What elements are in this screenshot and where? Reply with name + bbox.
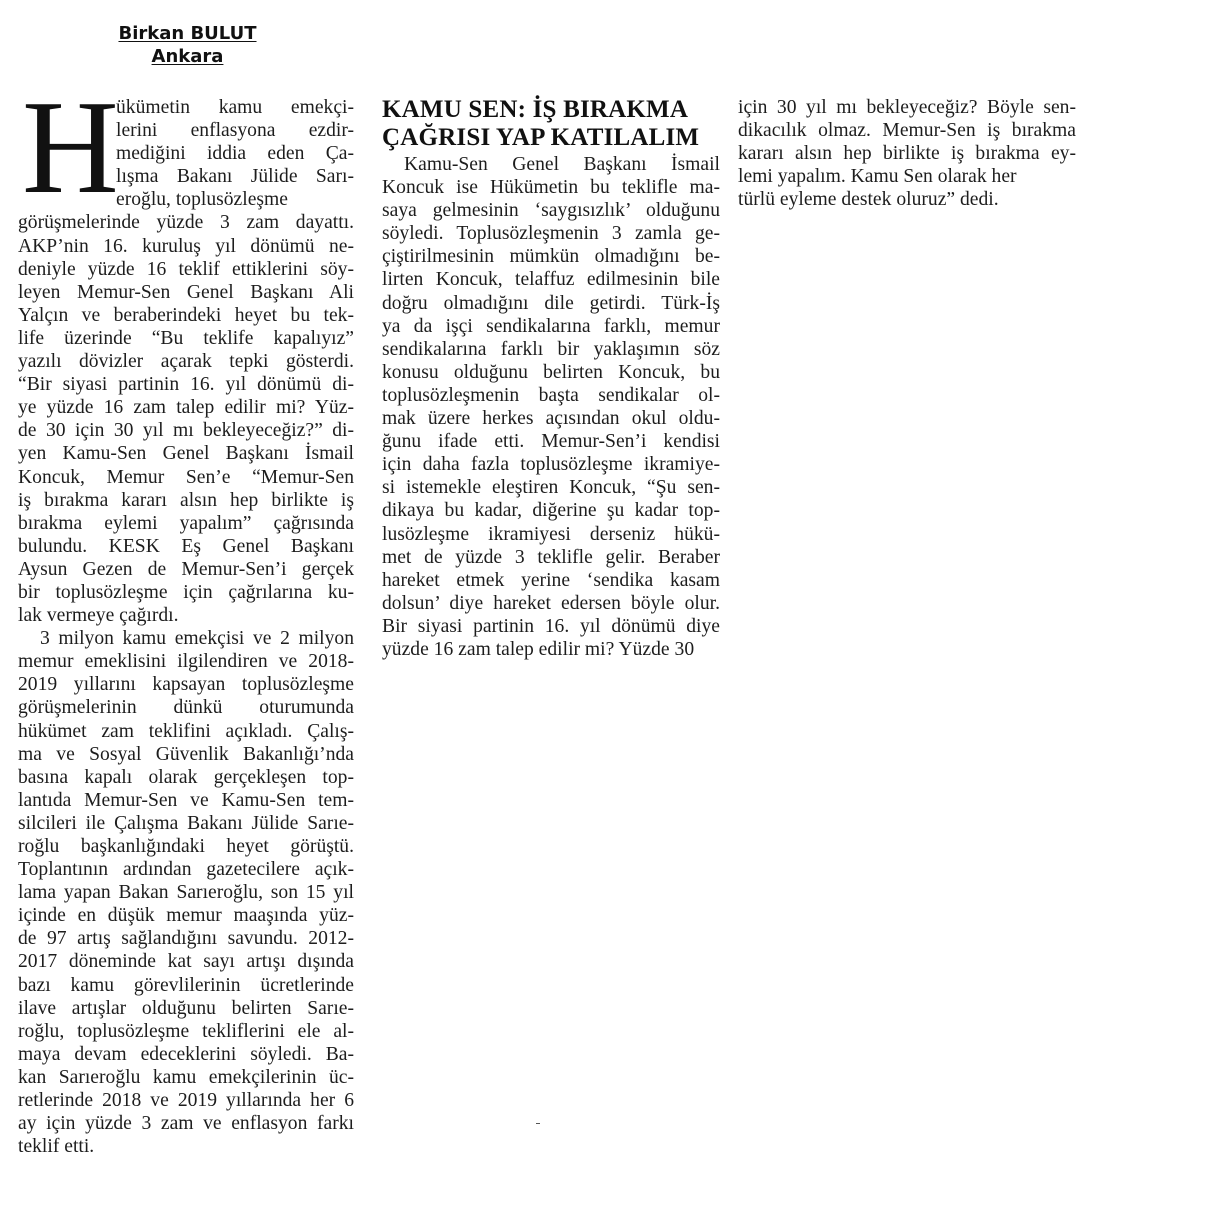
text-line: için daha fazla toplusözleşme ikramiye- [382,454,720,476]
drop-cap: H [22,73,119,221]
text-line: basına kapalı olarak gerçekleşen top- [18,766,354,788]
subheadline [382,96,722,152]
text-line: Yalçın ve beraberindeki heyet bu tek- [18,304,354,326]
text-line: de 30 için 30 yıl mı bekleyeceğiz?” di- [18,420,354,442]
text-line: roğlu, toplusözleşme tekliflerini ele al- [18,1020,354,1042]
text-line: doğru olmadığını dile getirdi. Türk-İş [382,292,720,314]
text-line: si istemekle eleştiren Koncuk, “Şu sen- [382,477,720,499]
text-line: lak vermeye çağırdı. [18,605,179,627]
text-line: Kamu-Sen Genel Başkanı İsmail [404,154,720,175]
text-line: lışma Bakanı Jülide Sarı- [116,166,354,188]
text-line: deniyle yüzde 16 teklif ettiklerini söy- [18,258,354,280]
article-column-3 [738,96,1076,211]
text-line: life üzerinde “Bu teklife kapalıyız” [18,327,354,349]
text-line: lama yapan Bakan Sarıeroğlu, son 15 yıl [18,882,354,904]
text-line: görüşmelerinde yüzde 3 zam dayattı. [18,212,354,234]
text-line: maya devam edeceklerini söyledi. Ba- [18,1043,354,1065]
text-line: mak üzere herkes açısından okul oldu- [382,408,720,430]
text-line: ma ve Sosyal Güvenlik Bakanlığı’nda [18,743,354,765]
text-line: için 30 yıl mı bekleyeceğiz? Böyle sen- [738,97,1076,118]
text-line: lusözleşme ikramiyesi derseniz hükü- [382,523,720,545]
text-line: memur emeklisini ilgilendiren ve 2018- [18,651,354,673]
text-line: de 97 artış sağlandığını savundu. 2012- [18,928,354,950]
text-line: retlerinde 2018 ve 2019 yıllarında her 6 [18,1090,354,1112]
column-1-body [18,211,354,1158]
article-column-2 [382,153,720,661]
text-line: bazı kamu görevlilerinin ücretlerinde [18,974,354,996]
text-line: yüzde 16 zam talep edilir mi? Yüzde 30 [382,638,695,660]
text-line: Koncuk, Memur Sen’e “Memur-Sen [18,466,354,488]
author-name: Birkan BULUT [118,23,257,44]
text-line: ğunu ifade etti. Memur-Sen’i kendisi [382,431,720,453]
text-line: ya da işçi sendikalarına farklı, memur [382,315,720,337]
text-line: yazılı dövizler açarak tepki gösterdi. [18,351,354,373]
text-line: Toplantının ardından gazetecilere açık- [18,859,354,881]
text-line: görüşmelerinin dünkü oturumunda [18,697,354,719]
dateline-location: Ankara [151,46,224,67]
print-artifact-mark [536,1123,540,1124]
text-line: iş bırakma kararı alsın hep birlikte iş [18,489,354,511]
subheadline-line: KAMU SEN: İŞ BIRAKMA [382,96,689,123]
text-line: 2019 yıllarını kapsayan toplusözleşme [18,674,354,696]
text-line: lerini enflasyona ezdir- [116,120,354,142]
text-line: çiştirilmesinin mümkün olmadığını be- [382,246,720,268]
text-line: lantıda Memur-Sen ve Kamu-Sen tem- [18,789,354,811]
text-line: dolsun’ diye hareket edersen böyle olur. [382,592,720,614]
text-line: leyen Memur-Sen Genel Başkanı Ali [18,281,354,303]
text-line: toplusözleşmenin başta sendikalar ol- [382,384,720,406]
text-line: türlü eyleme destek oluruz” dedi. [738,189,999,211]
byline [100,22,275,68]
text-line: “Bir siyasi partinin 16. yıl dönümü di- [18,374,354,396]
text-line: ay için yüzde 3 zam ve enflasyon farkı [18,1113,354,1135]
text-line: ükümetin kamu emekçi- [116,97,354,118]
text-line: içinde en düşük memur maaşında yüz- [18,905,354,927]
text-line: yen Kamu-Sen Genel Başkanı İsmail [18,443,354,465]
text-line: Aysun Gezen de Memur-Sen’i gerçek [18,558,354,580]
text-line: roğlu başkanlığındaki heyet görüştü. [18,836,354,857]
text-line: Bir siyasi partinin 16. yıl dönümü diye [382,615,720,637]
text-line: silcileri ile Çalışma Bakanı Jülide Sarıe- [18,812,354,834]
text-line: eroğlu, toplusözleşme [116,189,288,211]
text-line: met de yüzde 3 teklifle gelir. Beraber [382,546,720,568]
text-line: kararı alsın hep birlikte iş bırakma ey- [738,143,1076,165]
text-line: konusu olduğunu belirten Koncuk, bu [382,361,720,383]
text-line: dikacılık olmaz. Memur-Sen iş bırakma [738,120,1076,142]
text-line: dikaya bu kadar, diğerine şu kadar top- [382,500,720,522]
dropcap-wrapped-lines [18,96,354,211]
text-line: hareket etmek yerine ‘sendika kasam [382,569,720,591]
text-line: 2017 döneminde kat sayı artışı dışında [18,951,354,973]
text-line: ye yüzde 16 zam talep edilir mi? Yüz- [18,397,354,419]
text-line: 3 milyon kamu emekçisi ve 2 milyon [40,628,354,650]
article-column-1 [18,96,354,1158]
text-line: bir toplusözleşme için çağrılarına ku- [18,581,354,603]
text-line: teklif etti. [18,1136,95,1158]
text-line: mediğini iddia eden Ça- [116,143,354,165]
text-line: saya gelmesinin ‘saygısızlık’ olduğunu [382,200,720,222]
text-line: AKP’nin 16. kuruluş yıl dönümü ne- [18,235,354,257]
text-line: sendikalarına farklı bir yaklaşımın söz [382,338,720,360]
subheadline-line: ÇAĞRISI YAP KATILALIM [382,124,700,151]
text-line: lemi yapalım. Kamu Sen olarak her [738,166,1017,188]
text-line: kan Sarıeroğlu kamu emekçilerinin üc- [18,1066,354,1088]
text-line: bulundu. KESK Eş Genel Başkanı [18,535,354,557]
text-line: söyledi. Toplusözleşmenin 3 zamla ge- [382,223,720,245]
text-line: lirten Koncuk, telaffuz edilmesinin bile [382,269,720,291]
text-line: bırakma eylemi yapalım” çağrısında [18,512,354,534]
text-line: hükümet zam teklifini açıkladı. Çalış- [18,720,354,742]
text-line: ilave artışlar olduğunu belirten Sarıe- [18,997,354,1019]
text-line: Koncuk ise Hükümetin bu teklifle ma- [382,177,720,199]
